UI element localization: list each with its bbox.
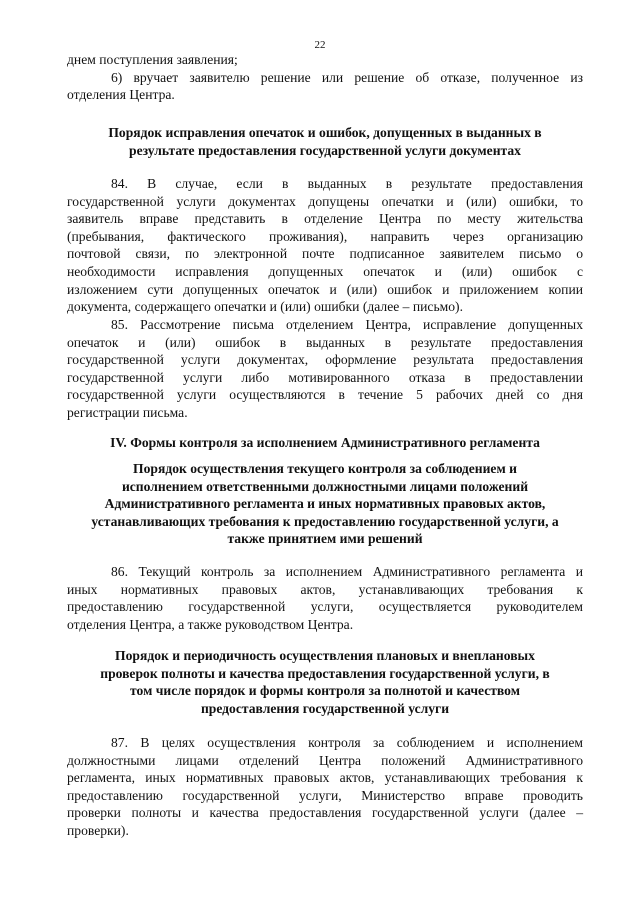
text-line: регистрации письма. xyxy=(67,404,188,420)
text-line: государственной услуги осуществляются в течение 5 рабочих дней со дня xyxy=(67,387,583,403)
text-line: государственной услуги документах допущены опечатки и (или) ошибки, то xyxy=(67,193,583,209)
section-iv-subheading xyxy=(67,460,583,548)
heading-line: также принятием ими решений xyxy=(227,531,423,547)
text-line: 6) вручает заявителю решение или решение об отказе, полученное из xyxy=(111,69,583,85)
paragraph-86 xyxy=(67,563,583,633)
paragraph-87 xyxy=(67,734,583,840)
heading-line: исполнением ответственными должностными лицами положений xyxy=(121,478,529,494)
paragraph-85 xyxy=(67,316,583,422)
text-line: 87. В целях осуществления контроля за соблюдением и исполнением xyxy=(111,735,583,750)
text-line: почтовой связи, по электронной почте подписанное заявителем письмо о xyxy=(67,246,583,262)
heading-line: предоставления государственной услуги xyxy=(200,700,450,716)
text-line: государственной услуги либо мотивированного отказа в предоставлении xyxy=(67,369,583,385)
text-line: днем поступления заявления; xyxy=(67,52,238,67)
section-iv-title xyxy=(67,434,583,452)
text-line: предоставлению государственной услуги, Министерство вправе проводить xyxy=(67,787,583,803)
heading-line: IV. Формы контроля за исполнением Административного регламента xyxy=(110,435,540,450)
heading-line: Порядок осуществления текущего контроля за соблюдением и xyxy=(133,461,517,476)
text-line: должностными лицами отделений Центра положений Административного xyxy=(67,752,583,768)
section-heading-checks xyxy=(67,647,583,717)
text-line: заявитель вправе представить в отделение Центра по месту жительства xyxy=(67,211,583,227)
heading-line: Порядок и периодичность осуществления плановых и внеплановых xyxy=(115,648,535,663)
page-number: 22 xyxy=(314,39,326,51)
text-line: опечаток и (или) ошибок в выданных в результате предоставления xyxy=(67,334,583,350)
heading-line: том числе порядок и формы контроля за полнотой и качеством xyxy=(130,683,520,699)
heading-line: Административного регламента и иных нормативных правовых актов, xyxy=(104,496,546,512)
text-line: государственной услуги документах, оформление результата предоставления xyxy=(67,352,583,368)
text-line: отделения Центра. xyxy=(67,87,175,103)
heading-line: проверок полноты и качества предоставления государственной услуги, в xyxy=(100,665,550,681)
text-line: необходимости исправления допущенных опечаток и (или) ошибок с xyxy=(67,263,583,279)
text-line: документа, содержащего опечатки и (или) ошибки (далее – письмо). xyxy=(67,299,463,315)
text-line: отделения Центра, а также руководством Центра. xyxy=(67,616,354,632)
heading-line: Порядок исправления опечаток и ошибок, допущенных в выданных в xyxy=(108,125,542,140)
text-line: иных нормативных правовых актов, устанавливающих требования к xyxy=(67,581,583,597)
text-line: 86. Текущий контроль за исполнением Административного регламента и xyxy=(111,564,583,579)
heading-line: результате предоставления государственной услуги документах xyxy=(129,142,521,158)
text-line: (пребывания, фактического проживания), направить через организацию xyxy=(67,228,583,244)
text-line: регламента, иных нормативных правовых актов, устанавливающих требования к xyxy=(67,770,583,786)
paragraph-84 xyxy=(67,175,583,316)
text-line: предоставлению государственной услуги, осуществляется руководителем xyxy=(67,599,583,615)
text-line: 85. Рассмотрение письма отделением Центра, исправление допущенных xyxy=(111,317,583,332)
heading-line: устанавливающих требования к предоставлению государственной услуги, а xyxy=(91,513,559,529)
intro-block xyxy=(67,51,583,104)
text-line: проверки полноты и качества предоставления государственной услуги (далее – xyxy=(67,805,583,821)
text-line: 84. В случае, если в выданных в результате предоставления xyxy=(111,176,583,191)
text-line: проверки). xyxy=(67,822,129,838)
section-heading-errors xyxy=(67,124,583,159)
text-line: изложением сути допущенных опечаток и (или) ошибок и приложением копии xyxy=(67,281,583,297)
